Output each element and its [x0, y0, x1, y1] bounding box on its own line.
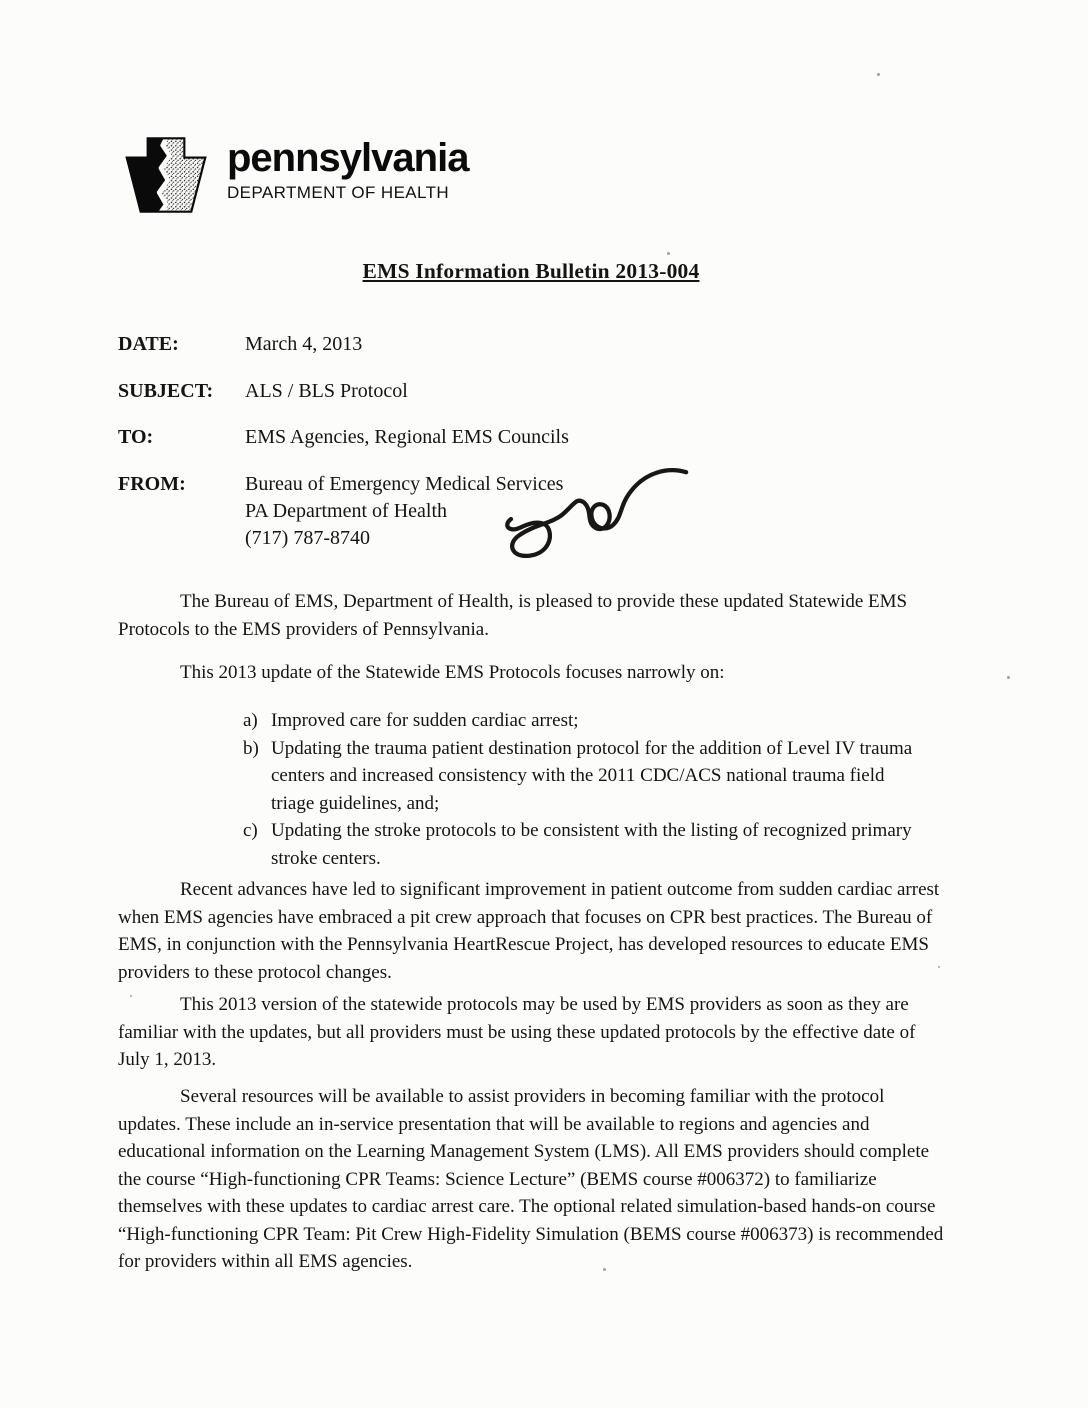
body-paragraph-intro: The Bureau of EMS, Department of Health, is pleased to provide these updated Statewide EMS Protocols to the EMS providers of Pennsylvania. [118, 591, 908, 640]
doh-logo [118, 131, 468, 219]
meta-date-row [118, 331, 362, 358]
list-item-c-text: Updating the stroke protocols to be consistent with the listing of recognized primary stroke centers. [271, 820, 912, 869]
list-marker-b: b) [243, 737, 259, 759]
from-line-phone: (717) 787-8740 [245, 527, 370, 549]
from-line-department: PA Department of Health [245, 500, 448, 522]
list-item-c [243, 817, 923, 872]
scan-speck [603, 1268, 606, 1271]
protocol-focus-list [243, 707, 923, 872]
pa-keystone-icon [118, 131, 214, 219]
scan-speck [667, 252, 670, 255]
list-item-a [243, 707, 923, 735]
meta-date-value: March 4, 2013 [245, 333, 363, 355]
scan-speck [877, 73, 880, 76]
body-paragraph-effective-date: This 2013 version of the statewide protocols may be used by EMS providers as soon as they are familiar with the updates, but all providers must be using these updated protocols by the effective date of July 1, 2013. [118, 994, 916, 1070]
logo-department: DEPARTMENT OF HEALTH [227, 183, 450, 202]
body-paragraph-resources: Several resources will be available to assist providers in becoming familiar with the protocol updates. These include an in-service presentation that will be available to regions and agencies and educational information on the Learning Management System (LMS). All EMS providers should complete the course “High-functioning CPR Teams: Science Lecture” (BEMS course #006372) to familiarize themselves with these updates to cardiac arrest care. The optional related simulation-based hands-on course “High-functioning CPR Team: Pit Crew High-Fidelity Simulation (BEMS course #006373) is recommended for providers within all EMS agencies. [118, 1086, 944, 1272]
bulletin-title: EMS Information Bulletin 2013-004 [362, 259, 700, 283]
meta-to-label: TO: [118, 426, 154, 448]
scan-speck [938, 966, 940, 968]
from-line-bureau: Bureau of Emergency Medical Services [245, 473, 564, 495]
meta-from-label: FROM: [118, 473, 186, 495]
meta-to-row [118, 424, 569, 451]
meta-to-value: EMS Agencies, Regional EMS Councils [245, 426, 569, 448]
scan-speck [1007, 676, 1010, 679]
scan-speck [130, 995, 132, 997]
meta-date-label: DATE: [118, 333, 179, 355]
list-item-b-text: Updating the trauma patient destination protocol for the addition of Level IV trauma centers and increased consistency with the 2011 CDC/ACS national trauma field triage guidelines, and; [271, 737, 913, 814]
meta-from-value [245, 471, 563, 552]
body-paragraph-update-focus: This 2013 update of the Statewide EMS Protocols focuses narrowly on: [180, 662, 725, 683]
list-marker-a: a) [243, 710, 258, 731]
meta-subject-value: ALS / BLS Protocol [245, 380, 408, 402]
meta-from-row [118, 471, 563, 552]
list-item-b [243, 735, 923, 818]
meta-subject-row [118, 378, 408, 405]
logo-brand: pennsylvania [227, 136, 469, 180]
logo-text [227, 138, 468, 203]
list-item-a-text: Improved care for sudden cardiac arrest; [271, 710, 579, 731]
body-paragraph-pit-crew: Recent advances have led to significant improvement in patient outcome from sudden cardiac arrest when EMS agencies have embraced a pit crew approach that focuses on CPR best practices. The Bureau of EMS, in conjunction with the Pennsylvania HeartRescue Project, has developed resources to educate EMS providers to these protocol changes. [118, 879, 940, 983]
list-marker-c: c) [243, 820, 258, 841]
meta-subject-label: SUBJECT: [118, 380, 214, 402]
